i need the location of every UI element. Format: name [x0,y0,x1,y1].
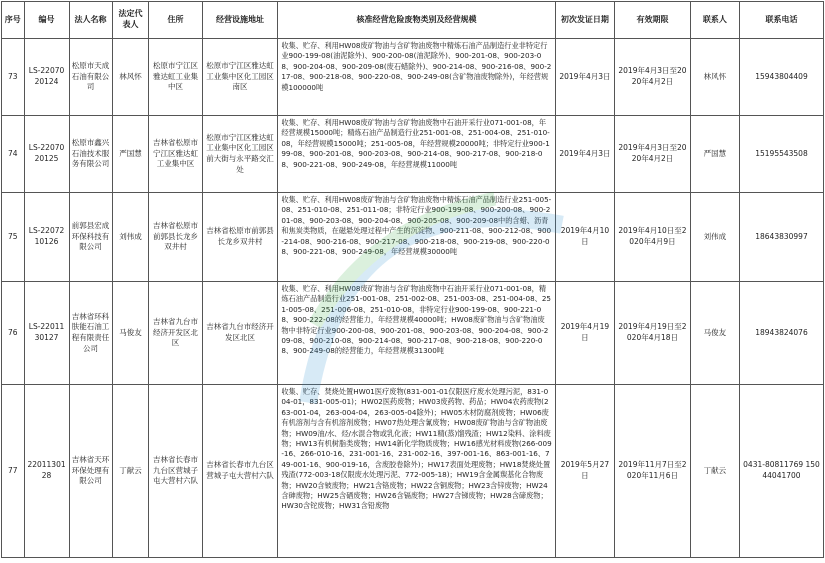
company-cell: 前郭县宏成环保科技有限公司 [69,193,112,282]
phone-cell: 15195543508 [739,116,823,193]
header-row [2,2,824,39]
address-cell: 吉林省长春市九台区营城子屯大营村六队 [149,385,202,558]
address-cell: 吉林省松原市前郭县长龙乡双井村 [149,193,202,282]
scope-cell: 收集、贮存、利用HW08废矿物油与含矿物油废物中精炼石油产品制造行业251-005-08、251-010-08、251-011-08；非特定行业900-199-08、900-200-08、900-201-08、900-203-08、900-204-08、900-205-08、900-209-08中的含蜡、沥青和焦炭类物质，在磁悬处理过程中产生的沉淀物、900-211-08、900-212-08、900-214-08、900-216-08、900-217-08、900-218-08、900-219-08、900-220-08、900-221-08、900-249-08，年经营规模30000吨 [278,193,555,282]
facility-cell: 吉林省长春市九台区营城子屯大营村六队 [202,385,278,558]
validity-cell: 2019年4月3日至2020年4月2日 [615,39,691,116]
facility-cell: 松原市宁江区雅达虹工业集中区化工园区南区 [202,39,278,116]
first-date-cell: 2019年4月19日 [555,282,614,385]
first-date-cell: 2019年4月10日 [555,193,614,282]
phone-cell: 15943804409 [739,39,823,116]
phone-cell: 18643830997 [739,193,823,282]
contact-cell: 严国慧 [690,116,739,193]
rep-cell: 刘伟成 [112,193,149,282]
company-cell: 松原市天成石油有限公司 [69,39,112,116]
rep-cell: 马俊友 [112,282,149,385]
contact-cell: 马俊友 [690,282,739,385]
header-cell: 序号 [2,2,25,39]
rep-cell: 严国慧 [112,116,149,193]
table-row [2,39,824,116]
header-cell: 住所 [149,2,202,39]
rep-cell: 林风怀 [112,39,149,116]
phone-cell: 0431-80811769 15044041700 [739,385,823,558]
first-date-cell: 2019年4月3日 [555,39,614,116]
header-cell: 法定代表人 [112,2,149,39]
scope-cell: 收集、贮存、利用HW08废矿物油与含矿物油废物中石油开采行业071-001-08，精炼石油产品制造行业251-001-08、251-002-08、251-003-08、251-004-08、251-005-08、251-006-08、251-010-08，非特定行业900-199-08、900-221-08、900-222-08的经营能力，年经营规模40000吨；HW08废矿物油与含矿物油废物中非特定行业900-200-08、900-201-08、900-203-08、900-204-08、900-209-08、900-210-08、900-214-08、900-217-08、900-218-08、900-220-08、900-249-08的经营能力，年经营规模31300吨 [278,282,555,385]
seq-cell: 77 [2,385,25,558]
code-cell: LS-2207020124 [24,39,69,116]
contact-cell: 丁献云 [690,385,739,558]
facility-cell: 吉林省松原市前郭县长龙乡双井村 [202,193,278,282]
company-cell: 吉林省环科肤能石油工程有限责任公司 [69,282,112,385]
facility-cell: 吉林省九台市经济开发区北区 [202,282,278,385]
validity-cell: 2019年11月7日至2020年11月6日 [615,385,691,558]
table-row [2,193,824,282]
scope-cell: 收集、贮存、焚烧处置HW01医疗废物(831-001-01仅限医疗废水处理污泥，831-004-01，831-005-01)；HW02医药废物；HW03废药物、药品；HW04农药废物(263-001-04，263-004-04，263-005-04除外)；HW05木材防腐剂废物；HW06废有机溶剂与含有机溶剂废物；HW07热处理含氰废物；HW08废矿物油与含矿物油废物；HW09油/水、烃/水混合物或乳化液；HW11精(蒸)馏残渣；HW12染料、涂料废物；HW13有机树脂类废物；HW14新化学物质废物；HW16感光材料废物(266-009-16、266-010-16、231-001-16、231-002-16、397-001-16、863-001-16、749-001-16、900-019-16，含废胶卷除外)；HW17表面处理废物；HW18焚烧处置残渣(772-003-18仅限废水处理污泥、772-005-18)；HW19含金属羰基化合物废物；HW20含铍废物；HW21含铬废物；HW22含铜废物；HW23含锌废物；HW24含砷废物；HW25含硒废物；HW26含镉废物；HW27含锑废物；HW28含碲废物；HW30含铊废物；HW31含铅废物 [278,385,555,558]
validity-cell: 2019年4月3日至2020年4月2日 [615,116,691,193]
header-cell: 经营设施地址 [202,2,278,39]
code-cell: LS-2207210126 [24,193,69,282]
first-date-cell: 2019年5月27日 [555,385,614,558]
first-date-cell: 2019年4月3日 [555,116,614,193]
contact-cell: 刘伟成 [690,193,739,282]
table-row [2,282,824,385]
table-row [2,385,824,558]
phone-cell: 18943824076 [739,282,823,385]
header-cell: 联系电话 [739,2,823,39]
header-cell: 法人名称 [69,2,112,39]
header-cell: 核准经营危险废物类别及经营规模 [278,2,555,39]
address-cell: 吉林省九台市经济开发区北区 [149,282,202,385]
header-cell: 有效期限 [615,2,691,39]
company-cell: 吉林省天环环保处理有限公司 [69,385,112,558]
seq-cell: 74 [2,116,25,193]
contact-cell: 林风怀 [690,39,739,116]
header-cell: 编号 [24,2,69,39]
rep-cell: 丁献云 [112,385,149,558]
code-cell: 2201130128 [24,385,69,558]
hazardous-waste-permit-table [1,1,824,558]
header-cell: 联系人 [690,2,739,39]
code-cell: LS-2201130127 [24,282,69,385]
address-cell: 吉林省松原市宁江区雅达虹工业集中区 [149,116,202,193]
seq-cell: 76 [2,282,25,385]
company-cell: 松原市鑫兴石油技术服务有限公司 [69,116,112,193]
address-cell: 松原市宁江区雅达虹工业集中区 [149,39,202,116]
scope-cell: 收集、贮存、利用HW08废矿物油与含矿物油废物中精炼石油产品制造行业非特定行业900-199-08(油泥除外)、900-200-08(油泥除外)、900-201-08、900-203-08、900-204-08、900-209-08(废石蜡除外)、900-214-08、900-216-08、900-217-08、900-218-08、900-220-08、900-249-08(含矿物油废物除外)，年经营规模100000吨 [278,39,555,116]
scope-cell: 收集、贮存、利用HW08废矿物油与含矿物油废物中石油开采行业071-001-08，年经营规模15000吨；精炼石油产品制造行业251-001-08、251-004-08、251-010-08，年经营规模15000吨；251-005-08，年经营规模20000吨；非特定行业900-199-08、900-201-08、900-203-08、900-214-08、900-217-08、900-218-08、900-221-08、900-249-08，年经营规模11000吨 [278,116,555,193]
validity-cell: 2019年4月10日至2020年4月9日 [615,193,691,282]
seq-cell: 73 [2,39,25,116]
seq-cell: 75 [2,193,25,282]
table-row [2,116,824,193]
code-cell: LS-2207020125 [24,116,69,193]
header-cell: 初次发证日期 [555,2,614,39]
validity-cell: 2019年4月19日至2020年4月18日 [615,282,691,385]
facility-cell: 松原市宁江区雅达虹工业集中区化工园区前大街与永平路交汇处 [202,116,278,193]
